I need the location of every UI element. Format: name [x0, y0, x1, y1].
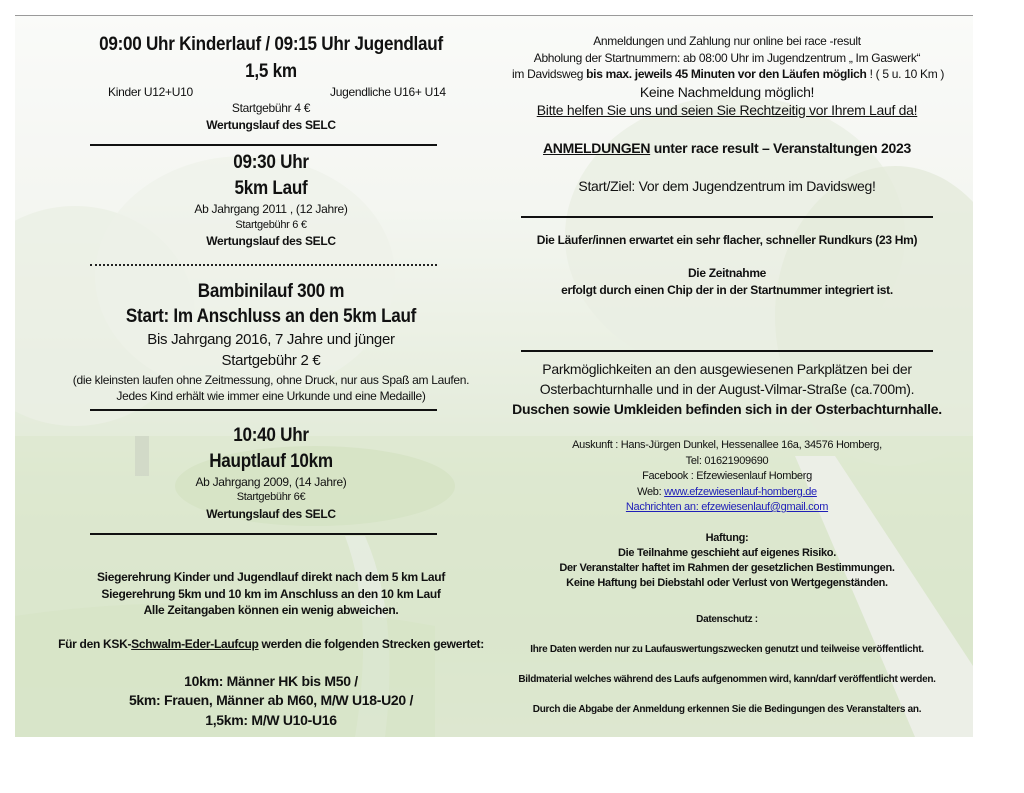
parken-1: Parkmöglichkeiten an den ausgewiesenen Parkplätzen bei der: [542, 361, 912, 377]
lauf5-age: Ab Jahrgang 2011 , (12 Jahre): [194, 202, 348, 216]
haupt-wertung: Wertungslauf des SELC: [206, 507, 336, 521]
laufcup-prefix: Für den KSK-: [58, 637, 132, 651]
kinder-group: Kinder U12+U10: [108, 85, 193, 99]
section-divider: [521, 216, 933, 218]
laufcup-heading: [40, 637, 502, 651]
telefon: Tel: 01621909690: [685, 455, 769, 467]
sieger-line-3: Alle Zeitangaben können ein wenig abweichen.: [143, 603, 399, 617]
kinder-fee: Startgebühr 4 €: [231, 101, 311, 115]
website-link[interactable]: www.efzewiesenlauf-homberg.de: [664, 486, 817, 498]
lauf5-time: 09:30 Uhr: [233, 152, 309, 173]
datenschutz-title: Datenschutz :: [696, 614, 758, 625]
lauf5-title: 5km Lauf: [234, 178, 308, 199]
start-ziel: Start/Ziel: Vor dem Jugendzentrum im Davidsweg!: [578, 178, 876, 194]
web-label: Web:: [637, 486, 665, 498]
lauf5-fee: Startgebühr 6 €: [235, 219, 307, 231]
parken-2: Osterbachturnhalle und in der August-Vilmar-Straße (ca.700m).: [539, 381, 915, 397]
anmeldung-info-2: Abholung der Startnummern: ab 08:00 Uhr im Jugendzentrum „ Im Gaswerk“: [533, 51, 921, 65]
auskunft: Auskunft : Hans-Jürgen Dunkel, Hessenallee 16a, 34576 Homberg,: [572, 439, 882, 451]
haupt-title: Hauptlauf 10km: [209, 451, 333, 472]
bambini-title: Bambinilauf 300 m: [197, 281, 345, 302]
haupt-time: 10:40 Uhr: [233, 425, 309, 446]
anm3-c: ! ( 5 u. 10 Km ): [866, 67, 945, 81]
laufcup-row-3: 1,5km: M/W U10-U16: [205, 712, 337, 728]
rundkurs: Die Läufer/innen erwartet ein sehr flacher, schneller Rundkurs (23 Hm): [536, 233, 918, 247]
haftung-1: Die Teilnahme geschieht auf eigenes Risiko.: [618, 547, 836, 559]
bambini-note-2: Jedes Kind erhält wie immer eine Urkunde und eine Medaille): [116, 389, 426, 403]
laufcup-row-1: 10km: Männer HK bis M50 /: [184, 673, 358, 689]
bambini-age: Bis Jahrgang 2016, 7 Jahre und jünger: [147, 331, 395, 348]
laufcup-suffix: werden die folgenden Strecken gewertet:: [258, 637, 484, 651]
anmeldungen-heading: [512, 140, 942, 156]
laufcup-name: Schwalm-Eder-Laufcup: [131, 637, 259, 651]
anm3-a: im Davidsweg: [512, 67, 587, 81]
laufcup-row-2: 5km: Frauen, Männer ab M60, M/W U18-U20 /: [128, 692, 414, 708]
anmeldungen-b: unter race result – Veranstaltungen 2023: [650, 140, 911, 156]
kinder-jugend-title: 09:00 Uhr Kinderlauf / 09:15 Uhr Jugendlauf: [99, 34, 443, 55]
dotted-divider: [90, 264, 437, 266]
bambini-note-1: (die kleinsten laufen ohne Zeitmessung, ohne Druck, nur aus Spaß am Laufen.: [72, 373, 470, 387]
section-divider: [90, 144, 437, 146]
zeitnahme-1: Die Zeitnahme: [687, 266, 767, 280]
datenschutz-1: Ihre Daten werden nur zu Laufauswertungszwecken genutzt und teilweise veröffentlicht.: [530, 644, 924, 655]
lauf5-wertung: Wertungslauf des SELC: [206, 234, 336, 248]
section-divider: [521, 350, 933, 352]
anm3-b: bis max. jeweils 45 Minuten vor den Läufen möglich: [586, 67, 867, 81]
haupt-fee: Startgebühr 6€: [236, 491, 306, 503]
kinder-wertung: Wertungslauf des SELC: [206, 118, 336, 132]
anmeldung-info-1: Anmeldungen und Zahlung nur online bei race -result: [593, 34, 861, 48]
haftung-3: Keine Haftung bei Diebstahl oder Verlust von Wertgegenständen.: [566, 577, 888, 589]
keine-nachmeldung: Keine Nachmeldung möglich!: [639, 84, 815, 100]
datenschutz-2: Bildmaterial welches während des Laufs aufgenommen wird, kann/darf veröffentlicht werden.: [518, 674, 936, 685]
datenschutz-3: Durch die Abgabe der Anmeldung erkennen Sie die Bedingungen des Veranstalters an.: [532, 704, 922, 715]
bitte-rechtzeitig: Bitte helfen Sie uns und seien Sie Rechtzeitig vor Ihrem Lauf da!: [536, 102, 918, 118]
section-divider: [90, 533, 437, 535]
anmeldung-info-3: [512, 67, 945, 81]
duschen: Duschen sowie Umkleiden befinden sich in der Osterbachturnhalle.: [512, 401, 942, 417]
sieger-line-1: Siegerehrung Kinder und Jugendlauf direkt nach dem 5 km Lauf: [96, 570, 446, 584]
anmeldungen-a: ANMELDUNGEN: [543, 140, 651, 156]
jugend-group: Jugendliche U16+ U14: [330, 85, 446, 99]
haftung-2: Der Veranstalter haftet im Rahmen der gesetzlichen Bestimmungen.: [559, 562, 895, 574]
sieger-line-2: Siegerehrung 5km und 10 km im Anschluss an den 10 km Lauf: [101, 587, 441, 601]
email-link[interactable]: Nachrichten an: efzewiesenlauf@gmail.com: [625, 501, 829, 513]
web-line: [512, 486, 942, 498]
haftung-title: Haftung:: [705, 532, 749, 544]
haupt-age: Ab Jahrgang 2009, (14 Jahre): [195, 475, 347, 489]
bambini-start: Start: Im Anschluss an den 5km Lauf: [125, 306, 417, 327]
section-divider: [90, 409, 437, 411]
zeitnahme-2: erfolgt durch einen Chip der in der Startnummer integriert ist.: [561, 283, 893, 297]
facebook: Facebook : Efzewiesenlauf Homberg: [642, 470, 812, 482]
kinder-distance: 1,5 km: [245, 61, 297, 82]
bambini-fee: Startgebühr 2 €: [221, 352, 321, 369]
